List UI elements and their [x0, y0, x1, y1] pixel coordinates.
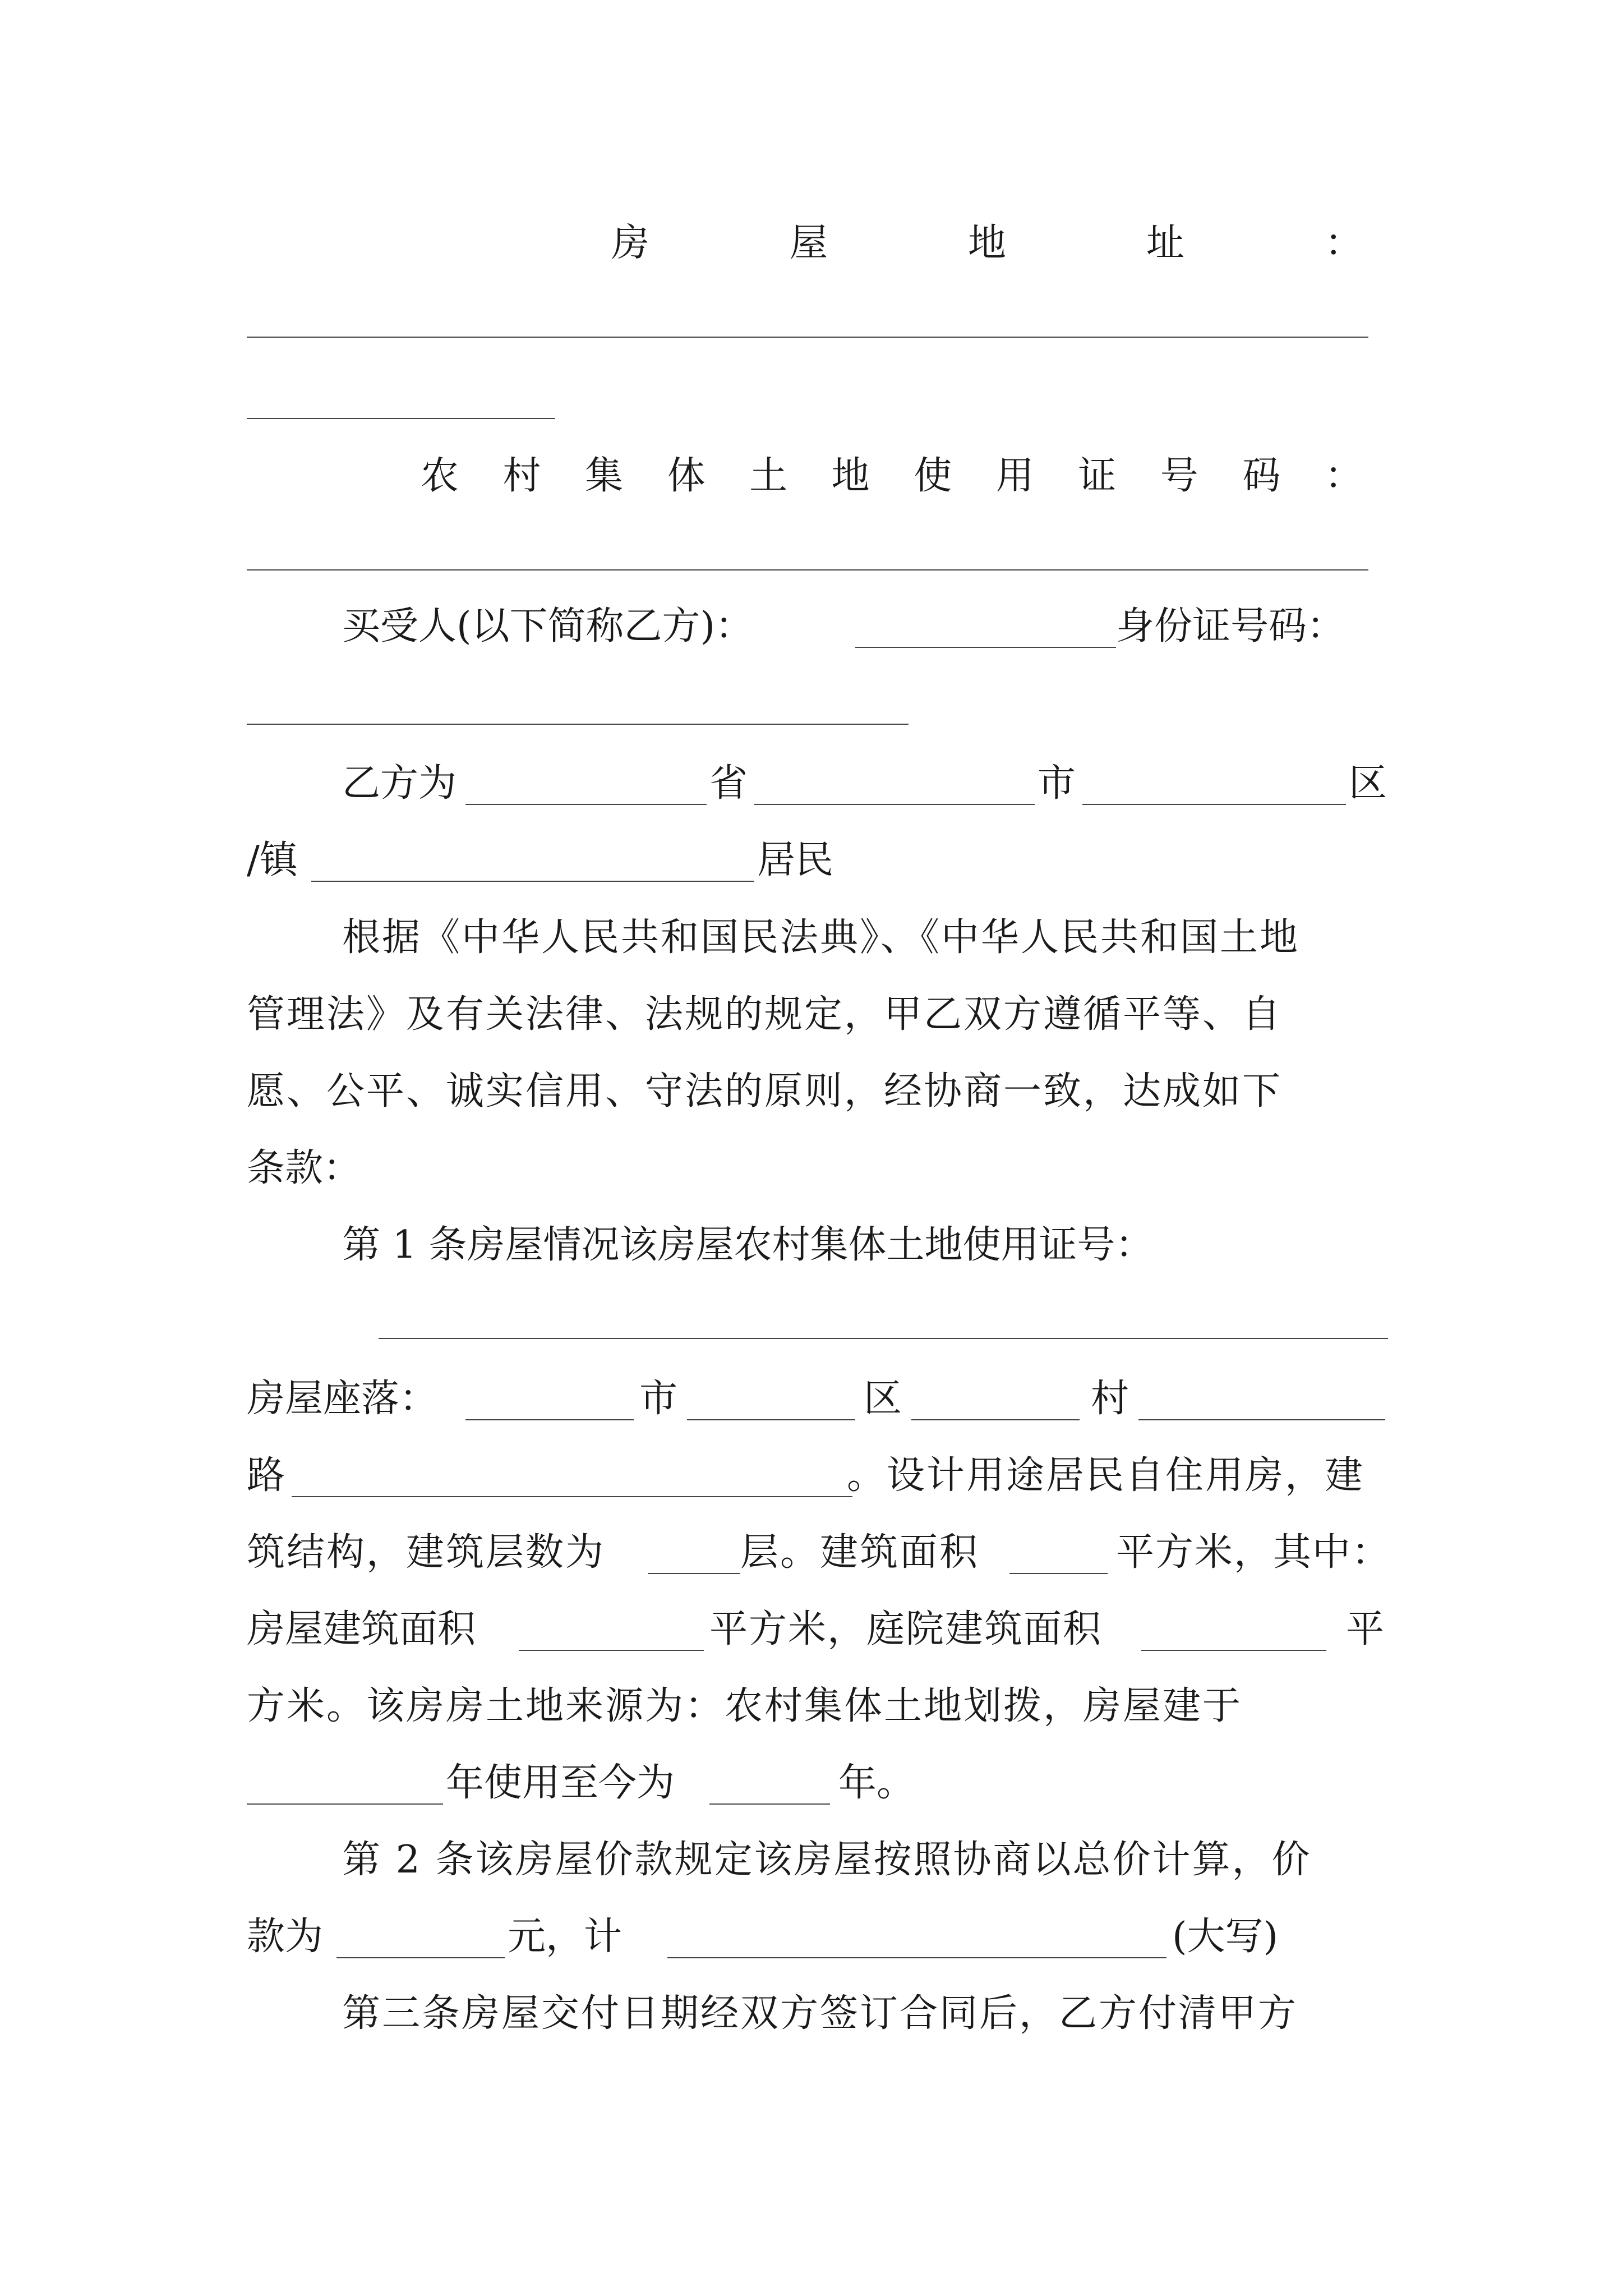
land-cert-char: 号 — [1160, 454, 1198, 498]
id-number-blank[interactable] — [247, 724, 909, 725]
location-village-blank[interactable] — [911, 1419, 1080, 1420]
courtyard-area-blank[interactable] — [1141, 1650, 1326, 1651]
location-city: 市 — [639, 1377, 678, 1421]
years-used-blank[interactable] — [709, 1803, 830, 1805]
article1-cert-blank[interactable] — [379, 1338, 1388, 1339]
land-source-line: 方米。该房房土地来源为：农村集体土地划拨，房屋建于 — [247, 1684, 1243, 1728]
total-area-blank[interactable] — [1009, 1573, 1108, 1574]
land-cert-char: 使 — [914, 454, 952, 498]
courtyard-area-unit: 平 — [1346, 1607, 1385, 1651]
address-heading-char: 房 — [611, 221, 650, 265]
floors-tail: 层。建筑面积 — [740, 1530, 980, 1575]
land-cert-char: 土 — [749, 454, 788, 498]
buyer-label: 买受人(以下简称乙方)： — [342, 604, 754, 648]
land-cert-char: 体 — [667, 454, 706, 498]
land-cert-char: ： — [1324, 454, 1363, 498]
province-blank[interactable] — [465, 804, 707, 805]
city-label: 市 — [1038, 761, 1076, 806]
address-heading-char: 屋 — [789, 221, 828, 265]
price-number-blank[interactable] — [336, 1957, 505, 1958]
price-lead: 款为 — [247, 1915, 324, 1959]
address-heading-char: 地 — [967, 221, 1006, 265]
address-heading — [611, 221, 1363, 265]
land-cert-heading — [421, 454, 1363, 498]
land-cert-char: 码 — [1242, 454, 1281, 498]
preamble-line: 条款： — [247, 1146, 362, 1190]
district-blank[interactable] — [1082, 804, 1346, 805]
resident-label: 居民 — [757, 838, 834, 882]
land-cert-blank-line — [247, 569, 1368, 570]
article1-heading: 第 1 条房屋情况该房屋农村集体土地使用证号： — [342, 1223, 1154, 1267]
location-village: 村 — [1091, 1377, 1129, 1421]
price-words-blank[interactable] — [667, 1957, 1166, 1958]
buyer-name-blank[interactable] — [855, 647, 1116, 648]
town-prefix: /镇 — [247, 838, 298, 882]
article2-line: 第 2 条该房屋价款规定该房屋按照协商以总价计算，价 — [342, 1838, 1312, 1882]
land-cert-char: 村 — [502, 454, 541, 498]
location-district: 区 — [864, 1377, 902, 1421]
built-year-blank[interactable] — [247, 1803, 443, 1805]
location-road: 路 — [247, 1453, 285, 1498]
house-area-blank[interactable] — [519, 1650, 704, 1651]
location-village-tail-blank[interactable] — [1138, 1419, 1385, 1420]
residence-lead: 乙方为 — [342, 761, 457, 806]
article3-line: 第三条房屋交付日期经双方签订合同后，乙方付清甲方 — [342, 1991, 1298, 2036]
preamble-line: 根据《中华人民共和国民法典》、《中华人民共和国土地 — [342, 915, 1300, 960]
land-cert-char: 农 — [421, 454, 459, 498]
location-road-tail: 。设计用途居民自住用房，建 — [847, 1453, 1365, 1498]
address-heading-char: ： — [1324, 221, 1363, 265]
land-cert-char: 证 — [1078, 454, 1117, 498]
province-label: 省 — [709, 761, 748, 806]
town-blank[interactable] — [311, 881, 754, 882]
location-label: 房屋座落： — [247, 1377, 438, 1421]
price-words-hint: (大写) — [1172, 1915, 1279, 1959]
price-yuan: 元，计 — [508, 1915, 623, 1959]
id-number-label: 身份证号码： — [1116, 604, 1345, 648]
courtyard-area-lead: 平方米，庭院建筑面积 — [709, 1607, 1103, 1651]
years-used-tail: 年。 — [838, 1761, 915, 1805]
land-cert-char: 集 — [585, 454, 624, 498]
address-blank-line-2 — [247, 418, 555, 419]
location-city-blank[interactable] — [465, 1419, 634, 1420]
land-cert-char: 地 — [831, 454, 870, 498]
preamble-line: 管理法》及有关法律、法规的规定，甲乙双方遵循平等、自 — [247, 992, 1283, 1037]
preamble-line: 愿、公平、诚实信用、守法的原则，经协商一致，达成如下 — [247, 1069, 1283, 1114]
land-cert-char: 用 — [995, 454, 1034, 498]
district-label: 区 — [1349, 761, 1387, 806]
location-road-blank[interactable] — [292, 1496, 852, 1497]
location-district-blank[interactable] — [687, 1419, 855, 1420]
address-blank-line-1 — [247, 337, 1368, 338]
city-blank[interactable] — [754, 804, 1035, 805]
house-area-lead: 房屋建筑面积 — [247, 1607, 476, 1651]
floors-lead: 筑结构，建筑层数为 — [247, 1530, 606, 1575]
total-area-tail: 平方米，其中： — [1116, 1530, 1391, 1575]
years-used-lead: 年使用至今为 — [446, 1761, 675, 1805]
floors-blank[interactable] — [648, 1573, 740, 1574]
address-heading-char: 址 — [1146, 221, 1184, 265]
